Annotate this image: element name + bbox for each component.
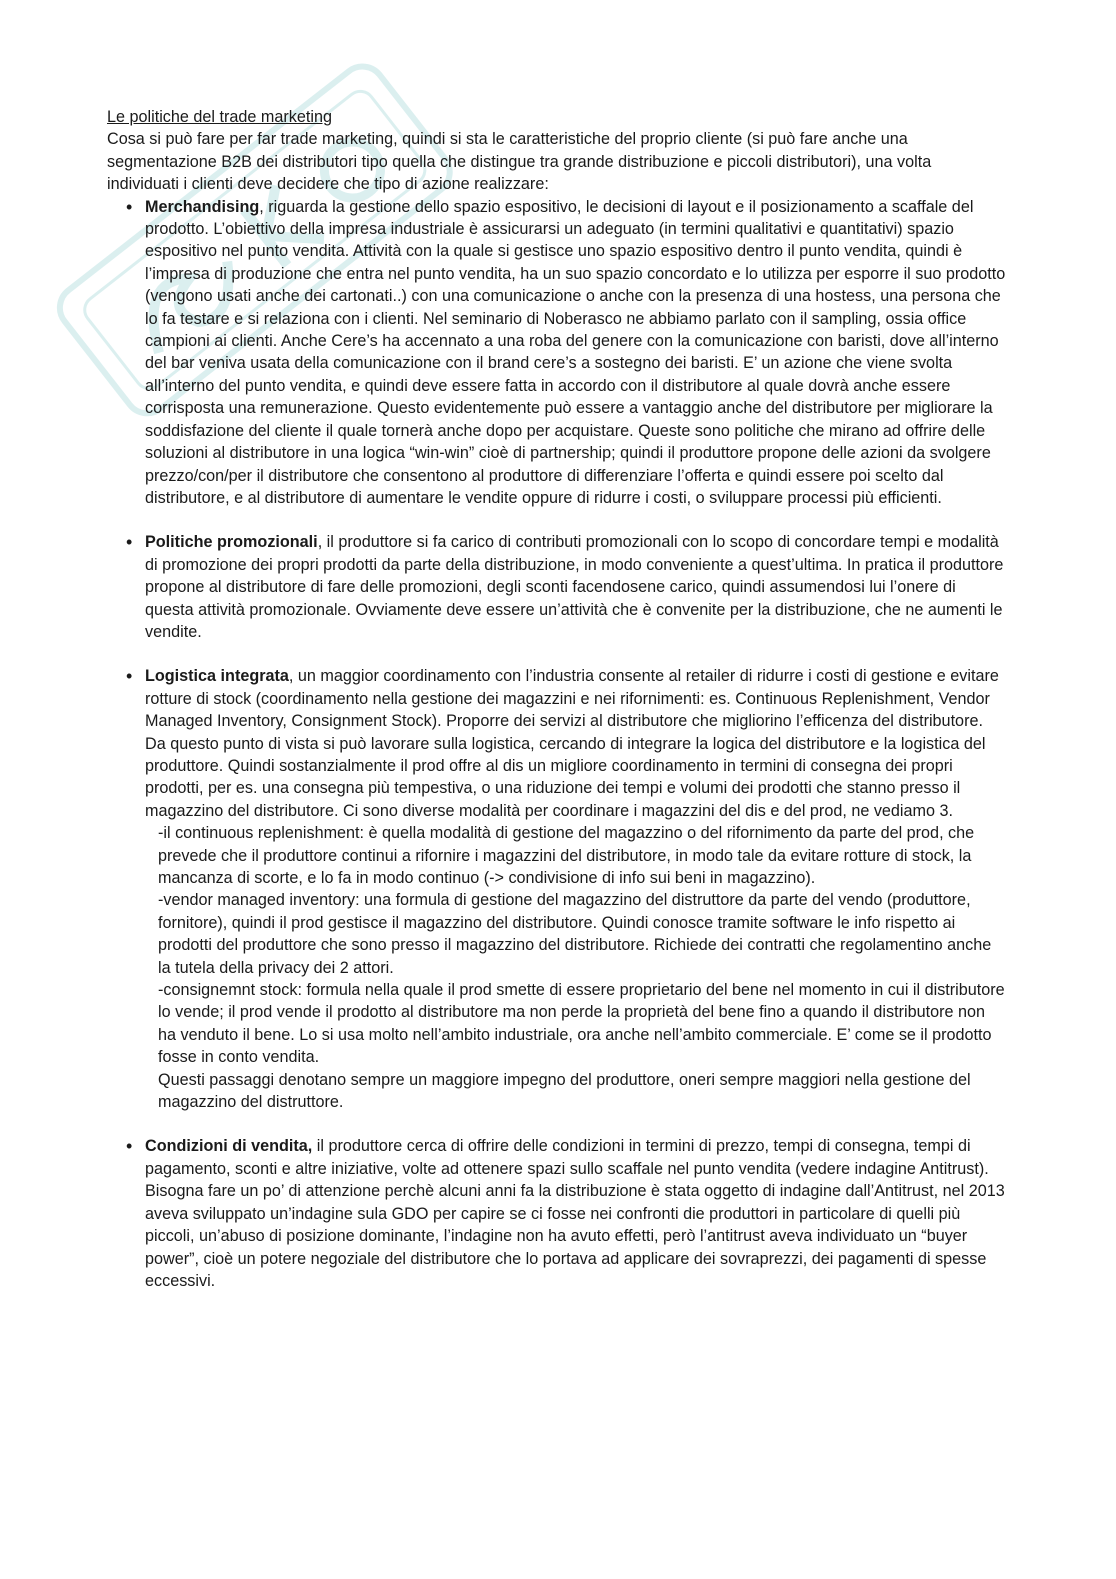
item-heading: Politiche promozionali — [145, 533, 318, 552]
document-body — [107, 106, 1007, 1292]
sub-paragraph-consignment-stock: -consignemnt stock: formula nella quale il prod smette di essere proprietario del bene nel momento in cui il distributore lo vende; il prod vende il prodotto al distributore ma non perde la proprietà del bene fino a quando il distributore non ha venduto il bene. Lo si usa molto nell’ambito industriale, ora anche nell’ambito commerciale. E’ come se il prodotto fosse in conto vendita. — [158, 981, 1005, 1067]
sub-paragraph-continuous-replenishment: -il continuous replenishment: è quella modalità di gestione del magazzino o del rifornimento da parte del prod, che prevede che il produttore continui a rifornire i magazzini del distributore, in modo tale da evitare rotture di stock, la mancanza di scorte, e lo fa in modo continuo (-> condivisione di info sui beni in magazzino). — [158, 824, 975, 887]
item-heading: Merchandising — [145, 197, 260, 216]
sub-paragraph-summary: Questi passaggi denotano sempre un maggiore impegno del produttore, oneri sempre maggiori nella gestione del magazzino del distruttore. — [158, 1070, 971, 1112]
list-item-merchandising — [145, 196, 1007, 510]
item-heading: Condizioni di vendita, — [145, 1137, 313, 1156]
item-text: , il produttore si fa carico di contributi promozionali con lo scopo di concordare tempi e modalità di promozione dei propri prodotti da parte della distribuzione, in modo conveniente a quest’ultima. In pratica il produttore propone al distributore di fare delle promozioni, degli sconti facendosene carico, quindi assumendosi lui l’onere di questa attività promozionale. Ovviamente deve essere un’attività che è convenite per la distribuzione, che ne aumenti le vendite. — [145, 533, 1004, 641]
document-title: Le politiche del trade marketing — [107, 108, 332, 126]
intro-paragraph: Cosa si può fare per far trade marketing, quindi si sta le caratteristiche del proprio cliente (si può fare anche una segmentazione B2B dei distributori tipo quella che distingue tra grande distribuzione e piccoli distributori), una volta individuati i clienti deve decidere che tipo di azione realizzare: — [107, 130, 932, 194]
list-item-logistica-integrata — [145, 665, 1007, 1113]
sub-paragraph-vendor-managed-inventory: -vendor managed inventory: una formula di gestione del magazzino del distruttore da parte del vendo (produttore, fornitore), quindi il prod gestisce il magazzino del distributore. Quindi conosce tramite software le info rispetto ai prodotti del produttore che sono presso il magazzino del distributore. Richiede dei contratti che regolamentino anche la tutela della privacy dei 2 attori. — [158, 891, 992, 977]
item-text: , riguarda la gestione dello spazio espositivo, le decisioni di layout e il posizionamento a scaffale del prodotto. L’obiettivo della impresa industriale è assicurarsi un adeguato (in termini qualitativi e quantitativi) spazio espositivo nel punto vendita. Attività con la quale si gestisce uno spazio espositivo dentro il punto vendita, quindi è l’impresa di produzione che entra nel punto vendita, ha un suo spazio concordato e lo utilizza per esporre il suo prodotto (vengono usati anche dei cartonati..) con una comunicazione o anche con la presenza di una hostess, una persona che lo fa testare e si relaziona con i clienti. Nel seminario di Noberasco ne abbiamo parlato con il sampling, ossia office campioni ai clienti. Anche Cere’s ha accennato a una roba del genere con la comunicazione con baristi, dove all’interno del bar veniva usata della comunicazione con il brand cere’s a sostegno dei baristi. E’ un azione che viene svolta all’interno del punto vendita, e quindi deve essere fatta in accordo con il distributore al quale dovrà anche essere corrisposta una remunerazione. Questo evidentemente può essere a vantaggio anche del distributore per migliorare la soddisfazione del cliente il quale tornerà anche dopo per acquistare. Queste sono politiche che mirano ad offrire delle soluzioni al distributore in una logica “win-win” cioè di partnership; quindi il produttore propone delle azioni da svolgere prezzo/con/per il distributore che consentono al produttore di differenziare l’offerta e quindi essere poi scelto dal distributore, e al distributore di aumentare le vendite oppure di ridurre i costi, o sviluppare processi più efficienti. — [145, 197, 1006, 507]
item-heading: Logistica integrata — [145, 667, 289, 686]
policy-list — [107, 196, 1007, 1293]
list-item-politiche-promozionali — [145, 531, 1007, 643]
item-text: il produttore cerca di offrire delle condizioni in termini di prezzo, tempi di consegna, tempi di pagamento, sconti e altre iniziative, volte ad ottenere spazi sullo scaffale nel punto vendita (vedere indagine Antitrust). Bisogna fare un po’ di attenzione perchè alcuni anni fa la distribuzione è stata oggetto di indagine dall’Antitrust, nel 2013 aveva sviluppato un’indagine sula GDO per capire se ci fosse nei confronti die produttori in particolare di quelli più piccoli, un’abuso di posizione dominante, l’indagine non ha avuto effetti, però l’antitrust aveva individuato un “buyer power”, cioè un potere negoziale del distributore che lo portava ad applicare dei sovraprezzi, dei pagamenti di spesse eccessivi. — [145, 1137, 1005, 1290]
list-item-condizioni-di-vendita — [145, 1135, 1007, 1292]
item-text: , un maggior coordinamento con l’industria consente al retailer di ridurre i costi di gestione e evitare rotture di stock (coordinamento nella gestione dei magazzini e nei rifornimenti: es. Continuous Replenishment, Vendor Managed Inventory, Consignment Stock). Proporre dei servizi al distributore che migliorino l’efficenza del distributore. Da questo punto di vista si può lavorare sulla logistica, cercando di integrare la logica del distributore e la logistica del produttore. Quindi sostanzialmente il prod offre al dis un migliore coordinamento in termini di consegna dei propri prodotti, per es. una consegna più tempestiva, o una riduzione dei tempi e volumi dei prodotti che stanno presso il magazzino del distributore. Ci sono diverse modalità per coordinare i magazzini del dis e del prod, ne vediamo 3. — [145, 667, 999, 820]
